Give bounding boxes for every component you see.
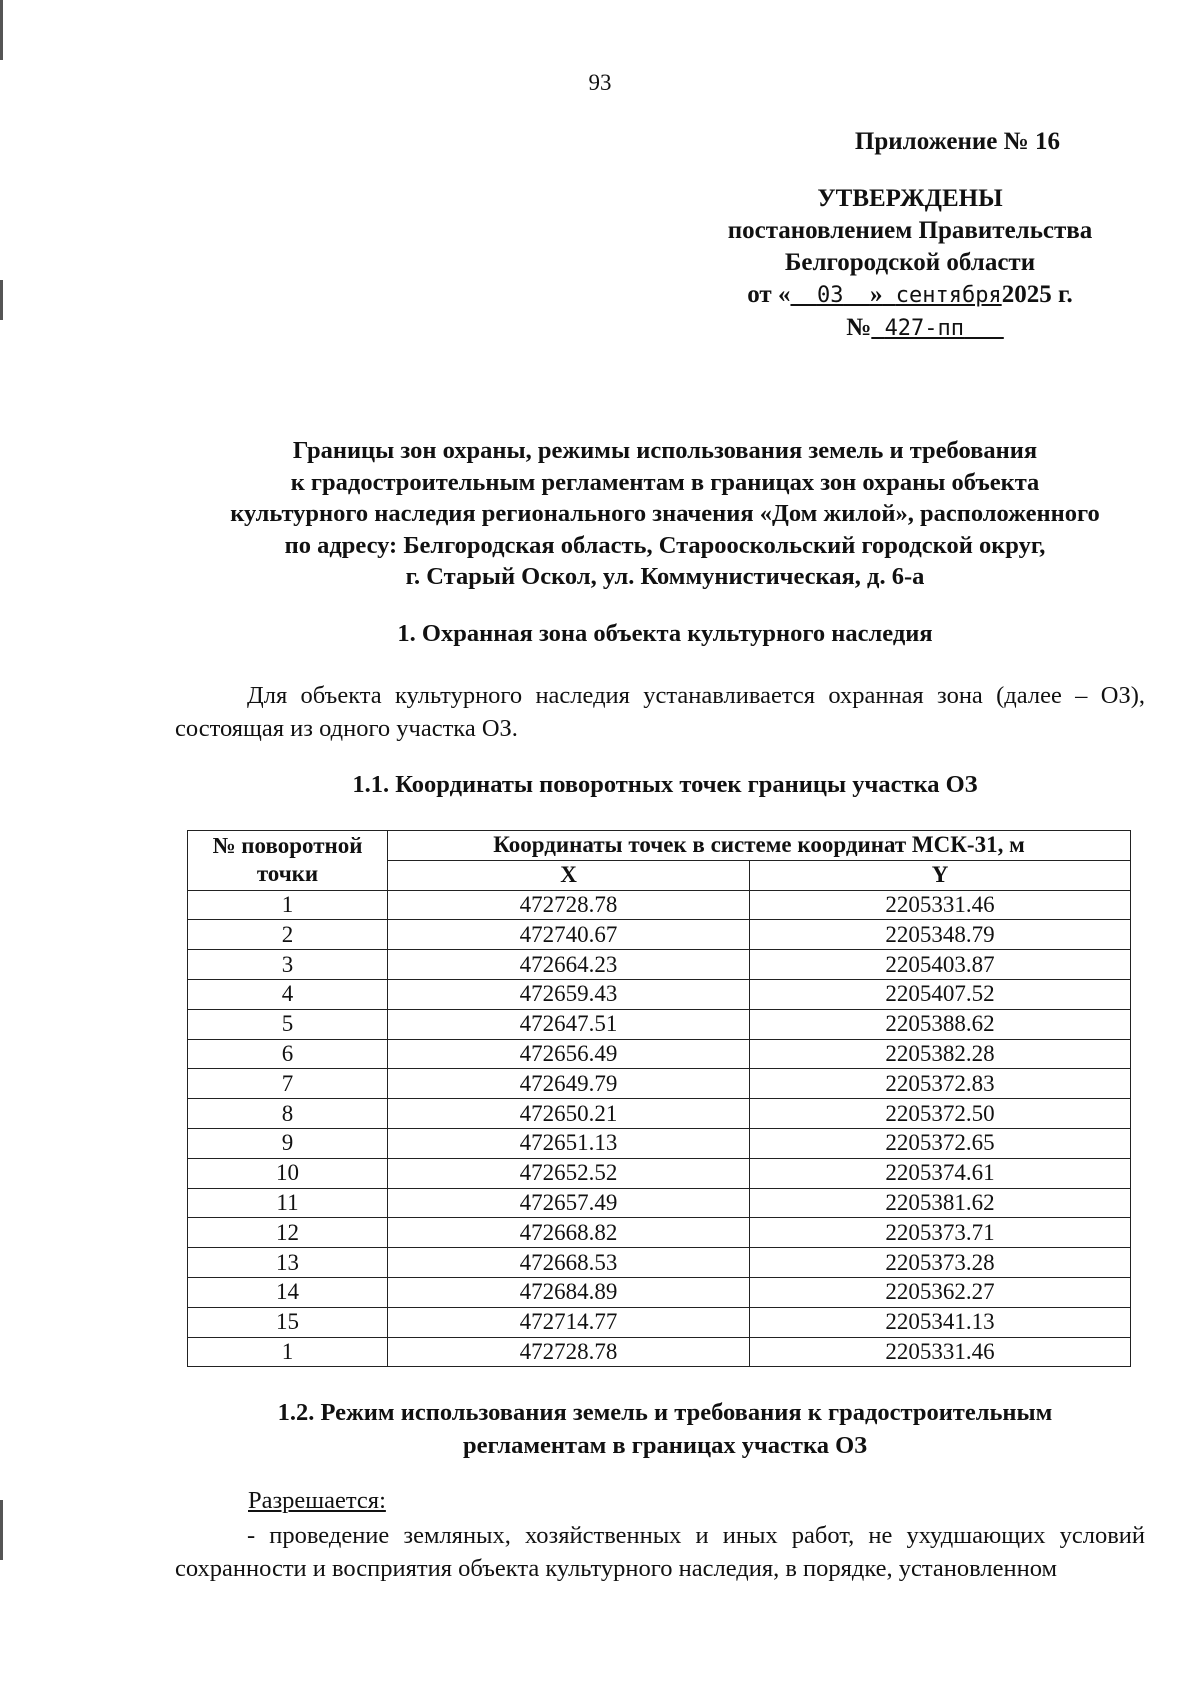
approval-block bbox=[660, 183, 1160, 345]
table-row bbox=[188, 1277, 1131, 1307]
title-line: культурного наследия регионального значения «Дом жилой», расположенного bbox=[230, 500, 1100, 527]
section12-heading-line: 1.2. Режим использования земель и требования к градостроительным bbox=[277, 1399, 1053, 1426]
section1-paragraph bbox=[175, 679, 1145, 745]
cell-point-number: 2 bbox=[188, 920, 388, 950]
cell-y: 2205372.83 bbox=[750, 1069, 1131, 1099]
section1-heading: 1. Охранная зона объекта культурного наследия bbox=[397, 620, 933, 647]
cell-y: 2205372.65 bbox=[750, 1128, 1131, 1158]
cell-point-number: 12 bbox=[188, 1218, 388, 1248]
scan-edge-mark bbox=[0, 1500, 3, 1560]
cell-x: 472728.78 bbox=[388, 1337, 750, 1367]
date-month-value: сентября bbox=[895, 283, 1002, 308]
cell-y: 2205374.61 bbox=[750, 1158, 1131, 1188]
cell-point-number: 13 bbox=[188, 1248, 388, 1278]
cell-x: 472656.49 bbox=[388, 1039, 750, 1069]
cell-y: 2205348.79 bbox=[750, 920, 1131, 950]
approval-title: УТВЕРЖДЕНЫ bbox=[817, 185, 1003, 212]
header-coordinates: Координаты точек в системе координат МСК-31, м bbox=[388, 831, 1131, 861]
date-year: 2025 г. bbox=[1001, 281, 1073, 308]
cell-y: 2205331.46 bbox=[750, 890, 1131, 920]
appendix-label: Приложение № 16 bbox=[854, 128, 1060, 155]
number-value: 427-пп bbox=[884, 316, 965, 341]
cell-x: 472650.21 bbox=[388, 1099, 750, 1129]
table-row bbox=[188, 1099, 1131, 1129]
section11-heading: 1.1. Координаты поворотных точек границы участка ОЗ bbox=[352, 771, 978, 798]
table-row bbox=[188, 920, 1131, 950]
cell-x: 472647.51 bbox=[388, 1009, 750, 1039]
title-line: к градостроительным регламентам в границах зон охраны объекта bbox=[290, 468, 1040, 496]
table-row bbox=[188, 890, 1131, 920]
section1-paragraph-text: Для объекта культурного наследия устанавливается охранная зона (далее – ОЗ), состоящая из одного участка ОЗ. bbox=[175, 682, 1145, 742]
cell-point-number: 15 bbox=[188, 1307, 388, 1337]
cell-x: 472659.43 bbox=[388, 979, 750, 1009]
cell-x: 472668.82 bbox=[388, 1218, 750, 1248]
cell-point-number: 9 bbox=[188, 1128, 388, 1158]
approval-date bbox=[660, 279, 1160, 312]
cell-x: 472652.52 bbox=[388, 1158, 750, 1188]
title-line: по адресу: Белгородская область, Старооскольский городской округ, bbox=[284, 531, 1046, 559]
cell-y: 2205362.27 bbox=[750, 1277, 1131, 1307]
cell-point-number: 1 bbox=[188, 1337, 388, 1367]
cell-point-number: 4 bbox=[188, 979, 388, 1009]
table-row bbox=[188, 1009, 1131, 1039]
coordinates-table-body bbox=[188, 890, 1131, 1367]
table-row bbox=[188, 950, 1131, 980]
cell-y: 2205388.62 bbox=[750, 1009, 1131, 1039]
section12-heading bbox=[150, 1396, 1180, 1462]
title-line: г. Старый Оскол, ул. Коммунистическая, д. 6-а bbox=[405, 563, 925, 590]
approval-number bbox=[660, 312, 1160, 345]
cell-y: 2205407.52 bbox=[750, 979, 1131, 1009]
approval-line1: постановлением Правительства bbox=[727, 217, 1093, 244]
header-y: Y bbox=[750, 860, 1131, 890]
page-number: 93 bbox=[588, 70, 612, 95]
cell-x: 472664.23 bbox=[388, 950, 750, 980]
header-point-number: № поворотной точки bbox=[188, 831, 388, 891]
cell-y: 2205341.13 bbox=[750, 1307, 1131, 1337]
date-prefix: от « bbox=[747, 281, 791, 308]
table-row bbox=[188, 1218, 1131, 1248]
number-prefix: № bbox=[846, 314, 872, 341]
table-row bbox=[188, 1039, 1131, 1069]
cell-point-number: 7 bbox=[188, 1069, 388, 1099]
cell-y: 2205331.46 bbox=[750, 1337, 1131, 1367]
document-title bbox=[150, 435, 1180, 593]
table-row bbox=[188, 1337, 1131, 1367]
allowed-paragraph bbox=[175, 1519, 1145, 1585]
cell-x: 472740.67 bbox=[388, 920, 750, 950]
table-row bbox=[188, 1158, 1131, 1188]
scan-edge-mark bbox=[0, 0, 3, 60]
cell-point-number: 8 bbox=[188, 1099, 388, 1129]
table-row bbox=[188, 1307, 1131, 1337]
cell-x: 472728.78 bbox=[388, 890, 750, 920]
table-row bbox=[188, 979, 1131, 1009]
table-row bbox=[188, 1188, 1131, 1218]
date-mid: » bbox=[869, 281, 883, 308]
table-row bbox=[188, 1248, 1131, 1278]
coordinates-table bbox=[187, 830, 1131, 1367]
section12-heading-line: регламентам в границах участка ОЗ bbox=[462, 1432, 868, 1459]
approval-line2: Белгородской области bbox=[784, 249, 1036, 276]
cell-point-number: 11 bbox=[188, 1188, 388, 1218]
cell-y: 2205403.87 bbox=[750, 950, 1131, 980]
cell-point-number: 1 bbox=[188, 890, 388, 920]
cell-x: 472649.79 bbox=[388, 1069, 750, 1099]
allowed-label: Разрешается: bbox=[248, 1487, 386, 1514]
table-row bbox=[188, 1128, 1131, 1158]
cell-x: 472668.53 bbox=[388, 1248, 750, 1278]
cell-y: 2205373.71 bbox=[750, 1218, 1131, 1248]
cell-x: 472714.77 bbox=[388, 1307, 750, 1337]
header-x: X bbox=[388, 860, 750, 890]
cell-y: 2205381.62 bbox=[750, 1188, 1131, 1218]
cell-point-number: 3 bbox=[188, 950, 388, 980]
table-row bbox=[188, 1069, 1131, 1099]
cell-point-number: 6 bbox=[188, 1039, 388, 1069]
allowed-paragraph-text: - проведение земляных, хозяйственных и иных работ, не ухудшающих условий сохранности и восприятия объекта культурного наследия, в порядке, установленном bbox=[175, 1522, 1145, 1582]
scan-edge-mark bbox=[0, 280, 3, 320]
cell-y: 2205373.28 bbox=[750, 1248, 1131, 1278]
cell-point-number: 14 bbox=[188, 1277, 388, 1307]
cell-point-number: 5 bbox=[188, 1009, 388, 1039]
date-month bbox=[882, 283, 1001, 308]
date-day-value: 03 bbox=[816, 283, 844, 308]
cell-x: 472657.49 bbox=[388, 1188, 750, 1218]
cell-y: 2205372.50 bbox=[750, 1099, 1131, 1129]
cell-x: 472651.13 bbox=[388, 1128, 750, 1158]
cell-x: 472684.89 bbox=[388, 1277, 750, 1307]
cell-y: 2205382.28 bbox=[750, 1039, 1131, 1069]
cell-point-number: 10 bbox=[188, 1158, 388, 1188]
number-value-wrap bbox=[871, 316, 1003, 341]
title-line: Границы зон охраны, режимы использования земель и требования bbox=[292, 437, 1038, 464]
date-day bbox=[790, 283, 870, 308]
